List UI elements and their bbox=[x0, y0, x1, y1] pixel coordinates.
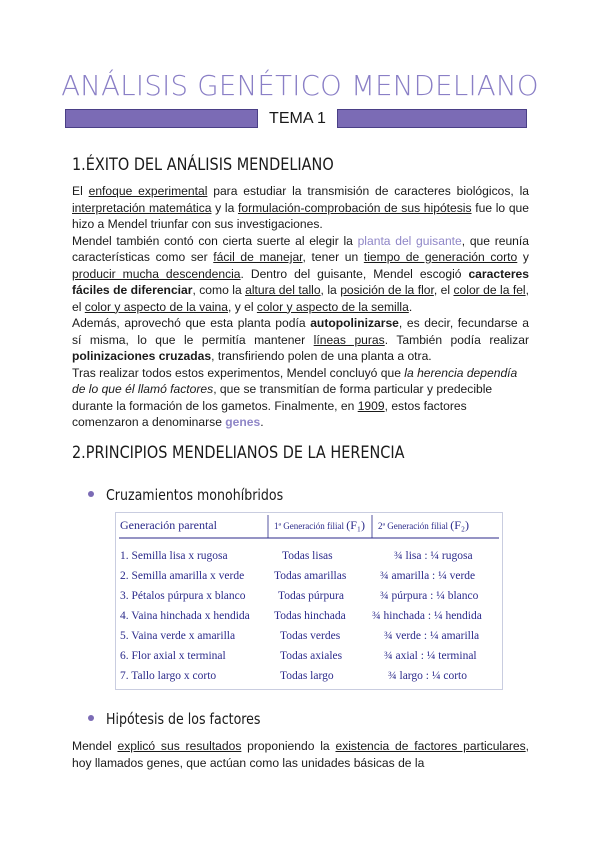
table-cell-f2: ¾ largo : ¼ corto bbox=[388, 670, 467, 682]
table-cell-f2: ¾ amarilla : ¼ verde bbox=[380, 570, 476, 582]
header-f1: 1ª Generación filial (F₁) bbox=[274, 518, 366, 532]
tema-label: TEMA 1 bbox=[269, 110, 326, 127]
tema-banner bbox=[65, 108, 527, 130]
table-cell-parental: 4. Vaina hinchada x hendida bbox=[120, 610, 250, 622]
crosses-table bbox=[115, 512, 503, 690]
table-cell-f1: Todas púrpura bbox=[278, 590, 344, 602]
table-cell-f2: ¾ verde : ¼ amarilla bbox=[384, 630, 480, 642]
table-cell-f1: Todas lisas bbox=[282, 550, 333, 562]
table-cell-parental: 5. Vaina verde x amarilla bbox=[120, 630, 236, 642]
section-heading-principios: 2.PRINCIPIOS MENDELIANOS DE LA HERENCIA bbox=[72, 443, 405, 463]
bullet-cruzamientos: Cruzamientos monohíbridos bbox=[88, 485, 317, 504]
table-cell-f1: Todas amarillas bbox=[274, 570, 347, 582]
table-cell-f1: Todas verdes bbox=[280, 630, 341, 642]
section2-body bbox=[72, 738, 529, 771]
paragraph-hipotesis: Mendel explicó sus resultados proponiendo la existencia de factores particulares, hoy llamados genes, que actúan como las unidades básicas de la bbox=[72, 739, 530, 770]
table-cell-f2: ¾ púrpura : ¼ blanco bbox=[380, 590, 479, 602]
table-cell-parental: 7. Tallo largo x corto bbox=[120, 670, 217, 682]
table-cell-parental: 3. Pétalos púrpura x blanco bbox=[120, 590, 246, 602]
header-f2: 2ª Generación filial (F₂) bbox=[378, 518, 470, 532]
table-cell-f1: Todas axiales bbox=[280, 650, 343, 662]
table-cell-parental: 2. Semilla amarilla x verde bbox=[120, 570, 245, 582]
table-cell-f2: ¾ lisa : ¼ rugosa bbox=[394, 550, 473, 562]
bullet-hipotesis: Hipótesis de los factores bbox=[88, 709, 290, 728]
table-cell-f2: ¾ hinchada : ¼ hendida bbox=[372, 610, 482, 622]
bullet-dot-icon bbox=[88, 715, 94, 721]
table-cell-f2: ¾ axial : ¼ terminal bbox=[384, 650, 477, 662]
paragraph-autopolinizacion: Además, aprovechó que esta planta podía autopolinizarse, es decir, fecundarse a sí misma, lo que le permitía mantener líneas puras. También podía realizar polinizaciones cruzadas, transfiriendo polen de una planta a otra. bbox=[72, 316, 529, 363]
banner-bar-right bbox=[337, 109, 527, 128]
section1-body bbox=[72, 183, 529, 431]
table-cell-f1: Todas largo bbox=[280, 670, 334, 682]
table-cell-f1: Todas hinchada bbox=[274, 610, 346, 622]
banner-bar-left bbox=[65, 109, 258, 128]
section-heading-exito: 1.ÉXITO DEL ANÁLISIS MENDELIANO bbox=[72, 155, 334, 175]
document-title: ANÁLISIS GENÉTICO MENDELIANO bbox=[61, 70, 539, 102]
paragraph-guisante: Mendel también contó con cierta suerte al elegir la planta del guisante, que reunía características como ser fácil de manejar, tener un tiempo de generación corto y producir mucha descendencia. Dentro del guisante, Mendel escogió caracteres fáciles de diferenciar, como la altura del tallo, la posición de la flor, el color de la fel, el color y aspecto de la vaina, y el color y aspecto de la semilla. bbox=[72, 233, 529, 314]
paragraph-factores: Tras realizar todos estos experimentos, Mendel concluyó que la herencia dependía de lo que él llamó factores, que se transmitían de forma particular y predecible durante la formación de los gametos. Finalmente, en 1909, estos factores comenzaron a denominarse genes. bbox=[72, 365, 518, 429]
table-cell-parental: 1. Semilla lisa x rugosa bbox=[120, 550, 228, 562]
header-generacion-parental: Generación parental bbox=[120, 518, 217, 532]
bullet-dot-icon bbox=[88, 491, 94, 497]
table-cell-parental: 6. Flor axial x terminal bbox=[120, 650, 226, 662]
paragraph-enfoque: El enfoque experimental para estudiar la transmisión de caracteres biológicos, la interpretación matemática y la formulación-comprobación de sus hipótesis fue lo que hizo a Mendel triunfar con sus investigaciones. bbox=[72, 184, 529, 231]
